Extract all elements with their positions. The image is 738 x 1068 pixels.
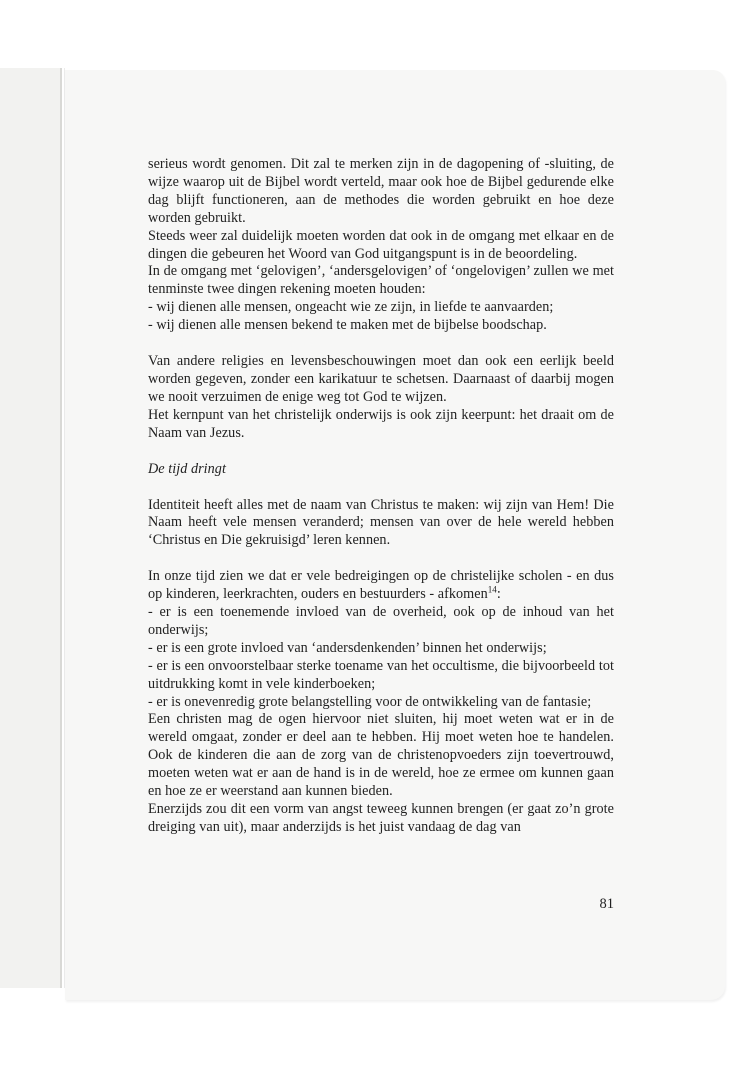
paragraph: Identiteit heeft alles met de naam van Christus te maken: wij zijn van Hem! Die Naam heeft vele mensen veranderd; mensen van over de hele wereld hebben ‘Christus en Die gekruisigd’ leren kennen. <box>148 496 614 549</box>
list-item: - er is een toenemende invloed van de overheid, ook op de inhoud van het onderwijs; <box>148 604 614 638</box>
list-item: - er is een onvoorstelbaar sterke toename van het occultisme, die bijvoorbeeld tot uitdrukking komt in vele kinderboeken; <box>148 657 614 692</box>
paragraph: serieus wordt genomen. Dit zal te merken zijn in de dagopening of -sluiting, de wijze waarop uit de Bijbel wordt verteld, maar ook hoe de Bijbel gedurende elke dag blijft functioneren, aan de methodes die worden gebruikt en hoe deze worden gebruikt. <box>148 156 614 226</box>
footnote-reference: 14 <box>487 584 497 595</box>
list-item: - er is een grote invloed van ‘andersdenkenden’ binnen het onderwijs; <box>148 639 547 656</box>
list-item: - wij dienen alle mensen, ongeacht wie ze zijn, in liefde te aanvaarden; <box>148 299 554 316</box>
page-number: 81 <box>599 896 614 912</box>
paragraph <box>148 568 614 604</box>
paragraph: Van andere religies en levensbeschouwingen moet dan ook een eerlijk beeld worden gegeven, zonder een karikatuur te schetsen. Daarnaast of daarbij mogen we nooit verzuimen de enige weg tot God te wijzen. <box>148 353 614 405</box>
book-gutter <box>60 68 62 988</box>
list-item: - er is onevenredig grote belangstelling voor de ontwikkeling van de fantasie; <box>148 693 592 710</box>
paragraph-text: In onze tijd zien we dat er vele bedreigingen op de christelijke scholen - en dus op kinderen, leerkrachten, ouders en bestuurders - afkomen <box>148 568 614 603</box>
paragraph: In de omgang met ‘gelovigen’, ‘andersgelovigen’ of ‘ongelovigen’ zullen we met tenminste twee dingen rekening moeten houden: <box>148 263 614 298</box>
facing-page-edge <box>0 68 60 988</box>
paragraph: Een christen mag de ogen hiervoor niet sluiten, hij moet weten wat er in de wereld omgaat, zonder er deel aan te hebben. Hij moet weten hoe te handelen. Ook de kinderen die aan de zorg van de christenopvoeders zijn toevertrouwd, moeten weten wat er aan de hand is in de wereld, hoe ze ermee om kunnen gaan en hoe ze er weerstand aan kunnen bieden. <box>148 711 614 800</box>
paragraph: Enerzijds zou dit een vorm van angst teweeg kunnen brengen (er gaat zo’n grote dreiging van uit), maar anderzijds is het juist vandaag de dag van <box>148 801 614 835</box>
colon: : <box>496 586 501 603</box>
paragraph: Steeds weer zal duidelijk moeten worden dat ook in de omgang met elkaar en de dingen die gebeuren het Woord van God uitgangspunt is in de beoordeling. <box>148 227 614 262</box>
paragraph: Het kernpunt van het christelijk onderwijs is ook zijn keerpunt: het draait om de Naam van Jezus. <box>148 406 614 441</box>
section-heading: De tijd dringt <box>148 460 226 477</box>
list-item: - wij dienen alle mensen bekend te maken met de bijbelse boodschap. <box>148 317 547 334</box>
page-body-text <box>148 156 614 837</box>
